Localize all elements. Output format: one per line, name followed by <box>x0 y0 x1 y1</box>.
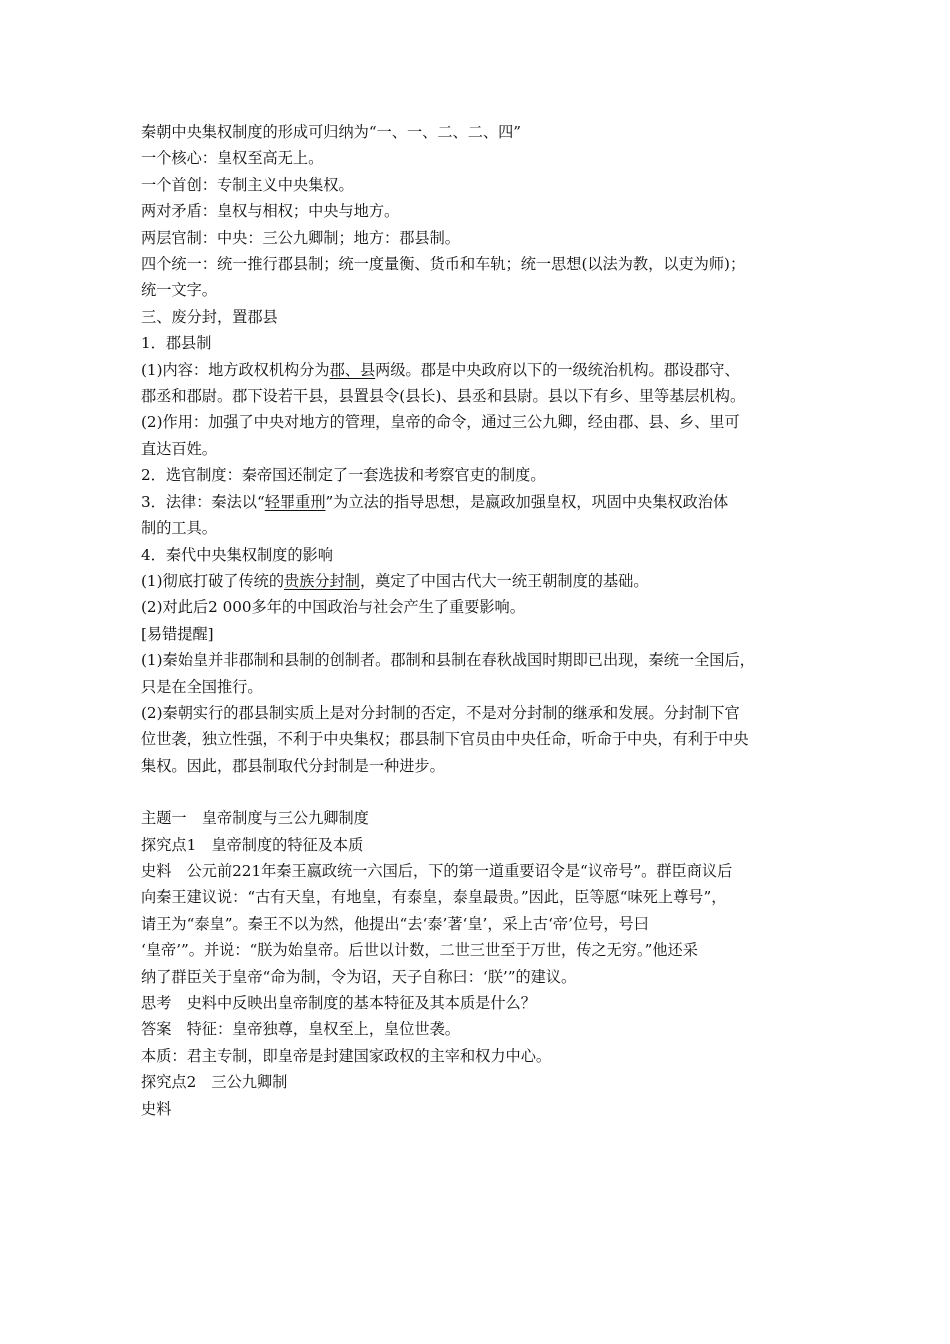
answer-text: 答案 特征：皇帝独尊，皇权至上，皇位世袭。 <box>141 1020 460 1039</box>
summary-unify-line2: 统一文字。 <box>141 281 217 300</box>
source-line1: 史料 公元前221年秦王嬴政统一六国后，下的第一道重要诏令是“议帝号”。群臣商议后 <box>141 861 733 880</box>
item4-point1-underlined: 贵族分封制 <box>284 571 360 590</box>
section-spacer <box>141 779 831 805</box>
item3-post: ”为立法的指导思想，是嬴政加强皇权，巩固中央集权政治体 <box>325 492 729 511</box>
topic1-heading: 主题一 皇帝制度与三公九卿制度 <box>141 809 369 828</box>
item3-pre: 3．法律：秦法以“ <box>141 492 265 511</box>
item4-point1 <box>141 568 831 594</box>
item1-content-line1 <box>141 357 831 383</box>
tip2-line3: 集权。因此，郡县制取代分封制是一种进步。 <box>141 756 445 775</box>
item3-underlined: 轻罪重刑 <box>264 492 326 511</box>
item4-title: 4．秦代中央集权制度的影响 <box>141 545 333 564</box>
item1-content-post: 两级。郡是中央政府以下的一级统治机构。郡设郡守、 <box>375 360 740 379</box>
source-label: 史料 <box>141 1099 172 1118</box>
point2-heading: 探究点2 三公九卿制 <box>141 1073 288 1092</box>
summary-core: 一个核心：皇权至高无上。 <box>141 149 324 168</box>
tips-title: [易错提醒] <box>141 624 214 643</box>
summary-contradictions: 两对矛盾：皇权与相权；中央与地方。 <box>141 202 400 221</box>
item4-point2: (2)对此后2 000多年的中国政治与社会产生了重要影响。 <box>141 598 525 617</box>
tip2-line1: (2)秦朝实行的郡县制实质上是对分封制的否定，不是对分封制的继承和发展。分封制下官 <box>141 703 740 722</box>
source-line4: ‘皇帝’”。并说：“朕为始皇帝。后世以计数，二世三世至于万世，传之无穷。”他还采 <box>141 941 698 960</box>
item4-point1-post: ，奠定了中国古代大一统王朝制度的基础。 <box>359 571 649 590</box>
essence-text: 本质：君主专制，即皇帝是封建国家政权的主宰和权力中心。 <box>141 1046 552 1065</box>
tip1-line1: (1)秦始皇并非郡制和县制的创制者。郡制和县制在春秋战国时期即已出现，秦统一全国后， <box>141 651 755 670</box>
item1-effect-line1: (2)作用：加强了中央对地方的管理，皇帝的命令，通过三公九卿，经由郡、县、乡、里可 <box>141 413 740 432</box>
item1-content-underlined: 郡、县 <box>329 360 376 379</box>
summary-unify-line1: 四个统一：统一推行郡县制；统一度量衡、货币和车轨；统一思想(以法为教，以吏为师)； <box>141 255 746 274</box>
tip2-line2: 位世袭，独立性强，不利于中央集权；郡县制下官员由中央任命，听命于中央，有利于中央 <box>141 730 749 749</box>
source-line3: 请王为“泰皇”。秦王不以为然，他提出“去‘泰’著‘皇’，采上古‘帝’位号，号曰 <box>141 914 649 933</box>
summary-title: 秦朝中央集权制度的形成可归纳为“一、一、二、二、四” <box>141 123 522 141</box>
point1-heading: 探究点1 皇帝制度的特征及本质 <box>141 835 364 854</box>
item1-content-line2: 郡丞和郡尉。郡下设若干县，县置县令(县长)、县丞和县尉。县以下有乡、里等基层机构。 <box>141 387 746 406</box>
source-line5: 纳了群臣关于皇帝“命为制，令为诏，天子自称曰：‘朕’”的建议。 <box>141 967 577 986</box>
item1-title: 1．郡县制 <box>141 334 212 353</box>
section3-heading: 三、废分封，置郡县 <box>141 307 278 326</box>
think-question: 思考 史料中反映出皇帝制度的基本特征及其本质是什么？ <box>141 994 536 1012</box>
item3-line2: 制的工具。 <box>141 519 217 538</box>
summary-levels: 两层官制：中央：三公九卿制；地方：郡县制。 <box>141 228 460 247</box>
document-body <box>141 119 831 1122</box>
item2-text: 2．选官制度：秦帝国还制定了一套选拔和考察官吏的制度。 <box>141 466 546 485</box>
source-line2: 向秦王建议说：“古有天皇，有地皇，有泰皇，泰皇最贵。”因此，臣等愿“味死上尊号”， <box>141 888 727 907</box>
item3-line1 <box>141 489 831 515</box>
item1-effect-line2: 直达百姓。 <box>141 439 217 458</box>
item4-point1-pre: (1)彻底打破了传统的 <box>141 571 285 590</box>
summary-first: 一个首创：专制主义中央集权。 <box>141 175 354 194</box>
item1-content-pre: (1)内容：地方政权机构分为 <box>141 360 330 379</box>
tip1-line2: 只是在全国推行。 <box>141 677 263 696</box>
